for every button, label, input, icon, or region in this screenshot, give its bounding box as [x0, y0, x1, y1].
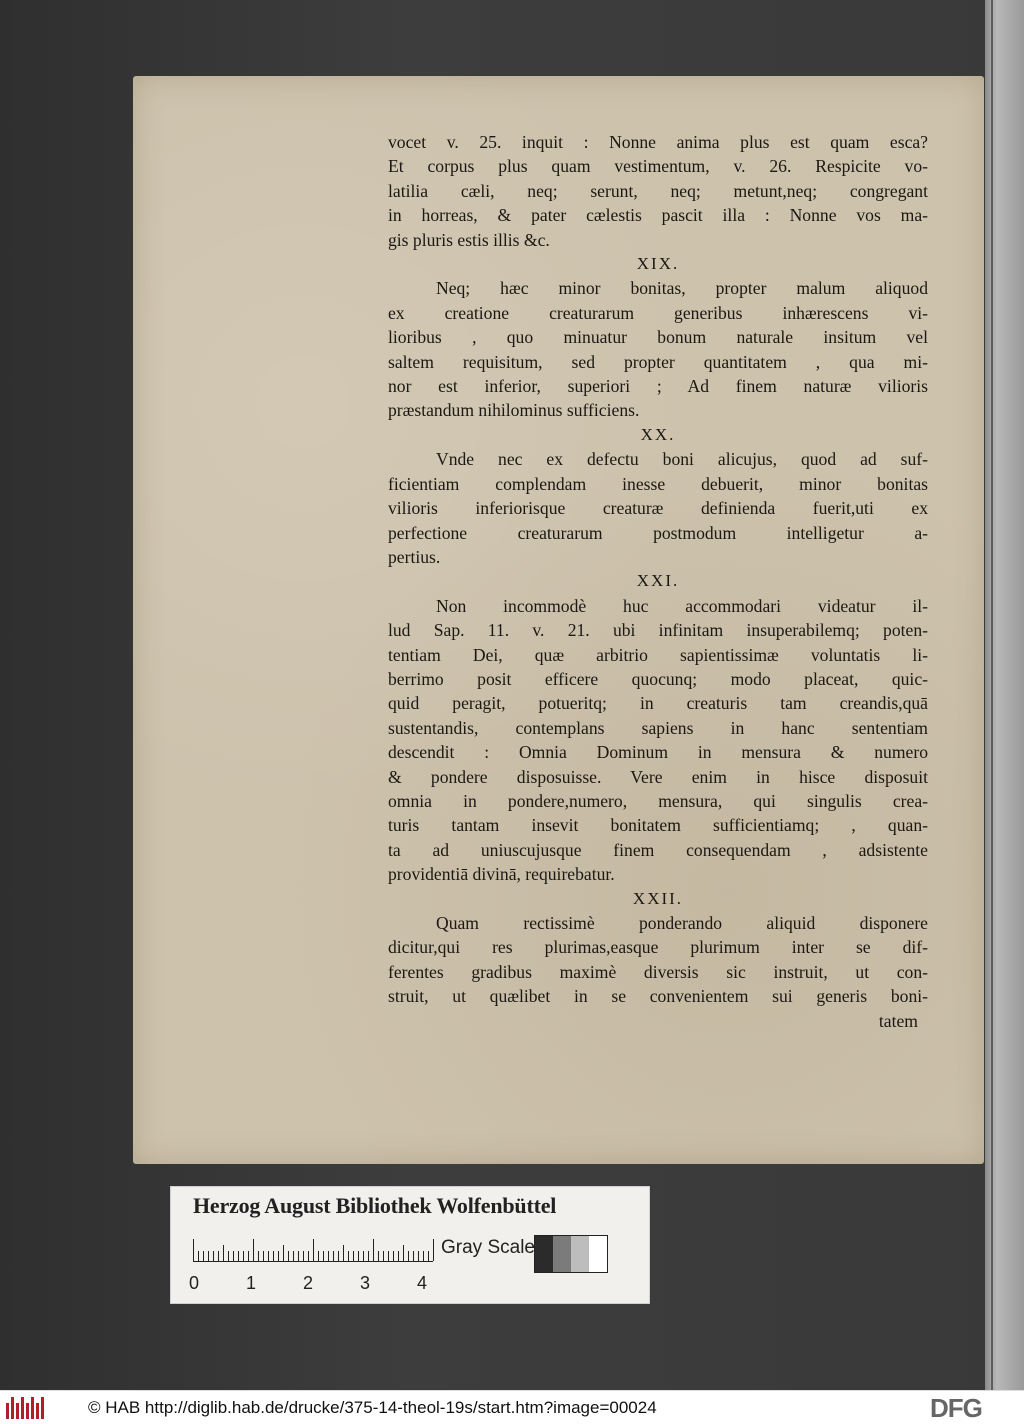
- ruler-tick: [383, 1251, 384, 1261]
- ruler-tick: [263, 1251, 264, 1261]
- section-heading: XXII.: [632, 888, 684, 908]
- text-line: ex creatione creaturarum generibus inhærescens vi-: [388, 302, 928, 323]
- section-heading: XX.: [640, 424, 676, 444]
- text-line: ta ad uniuscujusque finem consequendam , adsistente: [388, 839, 928, 860]
- copyright-url[interactable]: © HAB http://diglib.hab.de/drucke/375-14-theol-19s/start.htm?image=00024: [88, 1398, 657, 1417]
- ruler-tick: [398, 1251, 399, 1261]
- ruler-tick: [353, 1251, 354, 1261]
- text-line: dicitur,qui res plurimas,easque plurimum inter se dif-: [388, 937, 928, 958]
- text-line: ficientiam complendam inesse debuerit, minor bonitas: [388, 473, 928, 494]
- ruler-tick: [298, 1251, 299, 1261]
- ruler-tick: [358, 1251, 359, 1261]
- ruler-tick: [423, 1251, 424, 1261]
- ruler-tick: [348, 1251, 349, 1261]
- library-name: Herzog August Bibliothek Wolfenbüttel: [193, 1193, 557, 1218]
- text-line: præstandum nihilominus sufficiens.: [388, 400, 640, 421]
- gray-scale-label: Gray Scale: [441, 1237, 535, 1258]
- text-line: Quam rectissimè ponderando aliquid disponere: [436, 913, 928, 933]
- ruler-tick: [198, 1251, 199, 1261]
- ruler-tick: [368, 1251, 369, 1261]
- ruler-tick: [363, 1251, 364, 1261]
- ruler-tick: [393, 1251, 394, 1261]
- gray-swatch: [589, 1236, 607, 1272]
- text-line: Vnde nec ex defectu boni alicujus, quod ad suf-: [436, 449, 928, 470]
- ruler-tick: [428, 1251, 429, 1261]
- ruler-tick: [203, 1251, 204, 1261]
- ruler-number: 3: [360, 1273, 371, 1293]
- ruler-tick: [243, 1251, 244, 1261]
- ruler-tick: [273, 1251, 274, 1261]
- ruler-tick: [433, 1239, 434, 1261]
- text-line: omnia in pondere,numero, mensura, qui singulis crea-: [388, 790, 928, 811]
- color-scale-card: [170, 1186, 650, 1304]
- ruler-tick: [338, 1251, 339, 1261]
- gray-swatch: [553, 1236, 571, 1272]
- ruler-tick: [253, 1239, 254, 1261]
- ruler-tick: [223, 1245, 224, 1261]
- ruler-tick: [318, 1251, 319, 1261]
- gray-swatch: [535, 1236, 553, 1272]
- ruler-tick: [313, 1239, 314, 1261]
- ruler-tick: [258, 1251, 259, 1261]
- text-line: saltem requisitum, sed propter quantitatem , qua mi-: [388, 351, 928, 372]
- ruler-tick: [373, 1239, 374, 1261]
- text-line: Et corpus plus quam vestimentum, v. 26. Respicite vo-: [388, 156, 928, 177]
- ruler-number: 2: [303, 1273, 314, 1293]
- ruler-tick: [283, 1245, 284, 1261]
- text-line: gis pluris estis illis &c.: [388, 229, 550, 250]
- ruler-tick: [328, 1251, 329, 1261]
- text-line: berrimo posit efficere quocunq; modo placeat, quic-: [388, 668, 928, 689]
- text-line: vilioris inferiorisque creaturæ definienda fuerit,uti ex: [388, 498, 928, 519]
- footer-bar: [0, 1390, 1024, 1424]
- ruler-tick: [388, 1251, 389, 1261]
- text-line: in horreas, & pater cælestis pascit illa : Nonne vos ma-: [388, 205, 928, 226]
- section-heading: XIX.: [636, 254, 680, 274]
- text-line: quid peragit, potueritq; in creaturis tam creandis,quā: [388, 693, 928, 714]
- ruler-tick: [333, 1251, 334, 1261]
- text-line: providentiā divinā, requirebatur.: [388, 864, 615, 885]
- text-line: Non incommodè huc accommodari videatur il-: [436, 595, 928, 616]
- ruler-tick: [308, 1251, 309, 1261]
- ruler-tick: [233, 1251, 234, 1261]
- ruler-tick: [218, 1251, 219, 1261]
- ruler-tick: [248, 1251, 249, 1261]
- text-line: tentiam Dei, quæ arbitrio sapientissimæ voluntatis li-: [388, 644, 928, 665]
- ruler-tick: [378, 1251, 379, 1261]
- text-line: pertius.: [388, 546, 441, 567]
- ruler-tick: [278, 1251, 279, 1261]
- ruler-tick: [343, 1245, 344, 1261]
- ruler-tick: [193, 1239, 194, 1261]
- section-heading: XXI.: [636, 571, 680, 591]
- text-line: ferentes gradibus maximè diversis sic instruit, ut con-: [388, 961, 928, 982]
- hab-logo-icon: [6, 1397, 46, 1419]
- text-line: latilia cæli, neq; serunt, neq; metunt,neq; congregant: [388, 180, 928, 201]
- ruler-number: 1: [246, 1273, 257, 1293]
- ruler-number: 0: [189, 1273, 200, 1293]
- dfg-logo: DFG: [930, 1393, 982, 1423]
- page-text: [388, 130, 928, 1033]
- book-page: [133, 76, 984, 1164]
- text-line: lud Sap. 11. v. 21. ubi infinitam insuperabilemq; poten-: [388, 620, 928, 641]
- ruler-tick: [403, 1245, 404, 1261]
- text-line: struit, ut quælibet in se convenientem sui generis boni-: [388, 986, 928, 1007]
- ruler-tick: [288, 1251, 289, 1261]
- ruler-tick: [208, 1251, 209, 1261]
- text-line: descendit : Omnia Dominum in mensura & numero: [388, 742, 928, 763]
- catchword: tatem: [878, 1010, 918, 1031]
- ruler-tick: [213, 1251, 214, 1261]
- ruler-tick: [408, 1251, 409, 1261]
- gray-scale-swatches: [534, 1235, 608, 1273]
- ruler-tick: [323, 1251, 324, 1261]
- ruler-tick: [303, 1251, 304, 1261]
- ruler-tick: [293, 1251, 294, 1261]
- text-line: perfectione creaturarum postmodum intelligetur a-: [388, 522, 928, 543]
- ruler-number: 4: [417, 1273, 428, 1293]
- text-line: Neq; hæc minor bonitas, propter malum aliquod: [436, 278, 928, 299]
- text-line: sustentandis, contemplans sapiens in hanc sententiam: [388, 717, 928, 738]
- text-line: nor est inferior, superiori ; Ad finem naturæ vilioris: [388, 376, 928, 397]
- ruler-tick: [418, 1251, 419, 1261]
- ruler-tick: [413, 1251, 414, 1261]
- ruler-tick: [238, 1251, 239, 1261]
- gray-swatch: [571, 1236, 589, 1272]
- ruler-tick: [228, 1251, 229, 1261]
- ruler: [193, 1239, 433, 1262]
- text-line: turis tantam insevit bonitatem sufficientiamq; , quan-: [388, 815, 928, 836]
- text-line: & pondere disposuisse. Vere enim in hisce disposuit: [388, 766, 928, 787]
- next-page-edge: [985, 0, 1024, 1390]
- text-line: vocet v. 25. inquit : Nonne anima plus est quam esca?: [388, 132, 928, 152]
- text-line: lioribus , quo minuatur bonum naturale insitum vel: [388, 327, 928, 348]
- ruler-tick: [268, 1251, 269, 1261]
